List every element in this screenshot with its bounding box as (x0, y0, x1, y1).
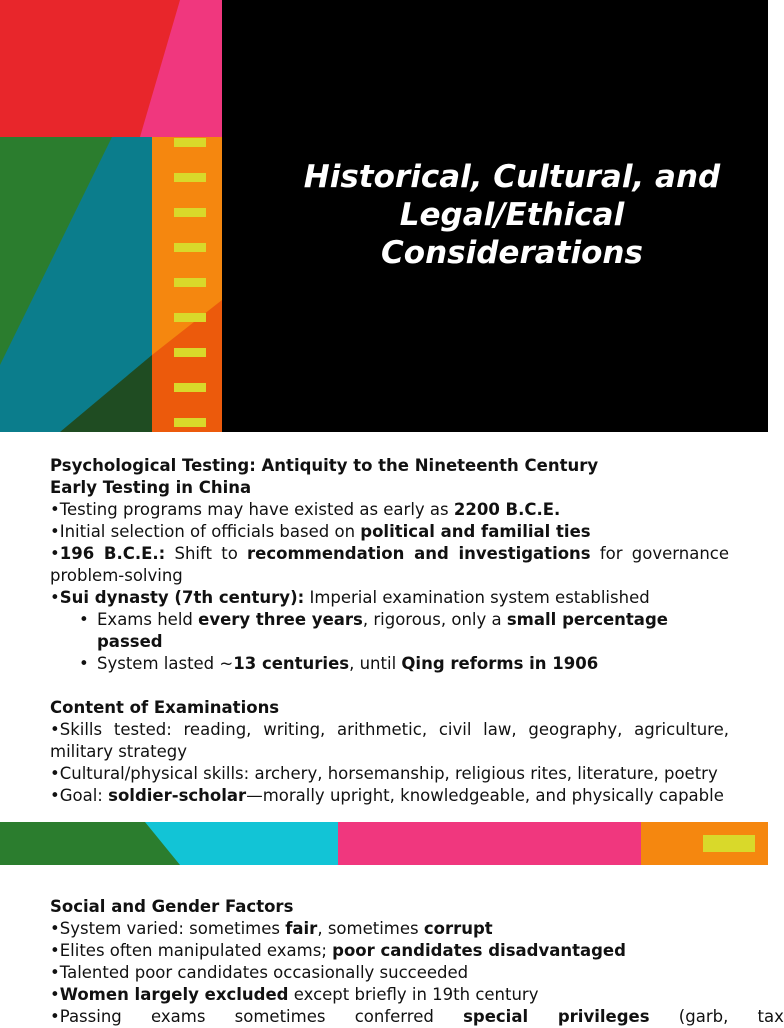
bold-text: political and familial ties (360, 522, 591, 541)
bold-text: Qing reforms in 1906 (401, 654, 599, 673)
section-subheading: Early Testing in China (50, 478, 252, 497)
list-item: •Cultural/physical skills: archery, horsemanship, religious rites, literature, poetry (50, 764, 718, 783)
text: •Testing programs may have existed as early as (50, 500, 454, 519)
text: for governance problem-solving (50, 544, 729, 585)
text: (garb, tax (649, 1007, 784, 1026)
text: •Goal: (50, 786, 109, 805)
text: System lasted ~ (97, 654, 234, 673)
list-item: •196 B.C.E.: Shift to recommendation and investigations for governance problem-solving (50, 544, 729, 585)
section-heading: Content of Examinations (50, 698, 280, 717)
section-heading: Social and Gender Factors (50, 897, 294, 916)
bold-text: Women largely excluded (59, 985, 289, 1004)
sub-list-item (97, 609, 729, 653)
list-item (50, 1006, 784, 1028)
list-item: •Skills tested: reading, writing, arithmetic, civil law, geography, agriculture, military strategy (50, 720, 729, 761)
social-section (50, 896, 784, 1028)
list-item: •Talented poor candidates occasionally succeeded (50, 963, 469, 982)
text: •Initial selection of officials based on (50, 522, 361, 541)
text: —morally upright, knowledgeable, and physically capable (246, 786, 724, 805)
list-item (50, 940, 729, 962)
main-content (50, 455, 729, 807)
bold-text: soldier-scholar (108, 786, 247, 805)
text: , sometimes (317, 919, 424, 938)
bold-text: 2200 B.C.E. (453, 500, 561, 519)
list-item (50, 521, 729, 543)
text: Exams held (97, 610, 199, 629)
title-banner (0, 0, 768, 432)
bold-text: corrupt (423, 919, 493, 938)
text: , rigorous, only a (362, 610, 507, 629)
color-strip (0, 822, 768, 865)
bold-text: Sui dynasty (7th century): (59, 588, 305, 607)
list-item (50, 918, 729, 940)
list-item: •Sui dynasty (7th century): Imperial examination system established (50, 588, 650, 607)
list-item: •Women largely excluded except briefly in 19th century (50, 985, 539, 1004)
list-item (50, 499, 729, 521)
bold-text: fair (285, 919, 318, 938)
bold-text: small percentage passed (97, 610, 668, 651)
bold-text: 196 B.C.E.: (59, 544, 166, 563)
page-title: Historical, Cultural, and Legal/Ethical Considerations (303, 159, 721, 271)
text: •Elites often manipulated exams; (50, 941, 333, 960)
bold-text: every three years (198, 610, 363, 629)
bold-text: special privileges (463, 1007, 650, 1026)
sub-list-item (97, 653, 729, 675)
decorative-art (0, 0, 222, 432)
bold-text: recommendation and investigations (247, 544, 591, 563)
section-heading: Psychological Testing: Antiquity to the Nineteenth Century (50, 456, 599, 475)
text: •System varied: sometimes (50, 919, 286, 938)
sub-list (50, 609, 729, 675)
text: •Passing exams sometimes conferred (50, 1007, 464, 1026)
text: , until (349, 654, 402, 673)
text: Imperial examination system established (304, 588, 650, 607)
text: except briefly in 19th century (288, 985, 539, 1004)
text: Shift to (165, 544, 248, 563)
bold-text: 13 centuries (233, 654, 350, 673)
list-item (50, 785, 729, 807)
bold-text: poor candidates disadvantaged (332, 941, 626, 960)
